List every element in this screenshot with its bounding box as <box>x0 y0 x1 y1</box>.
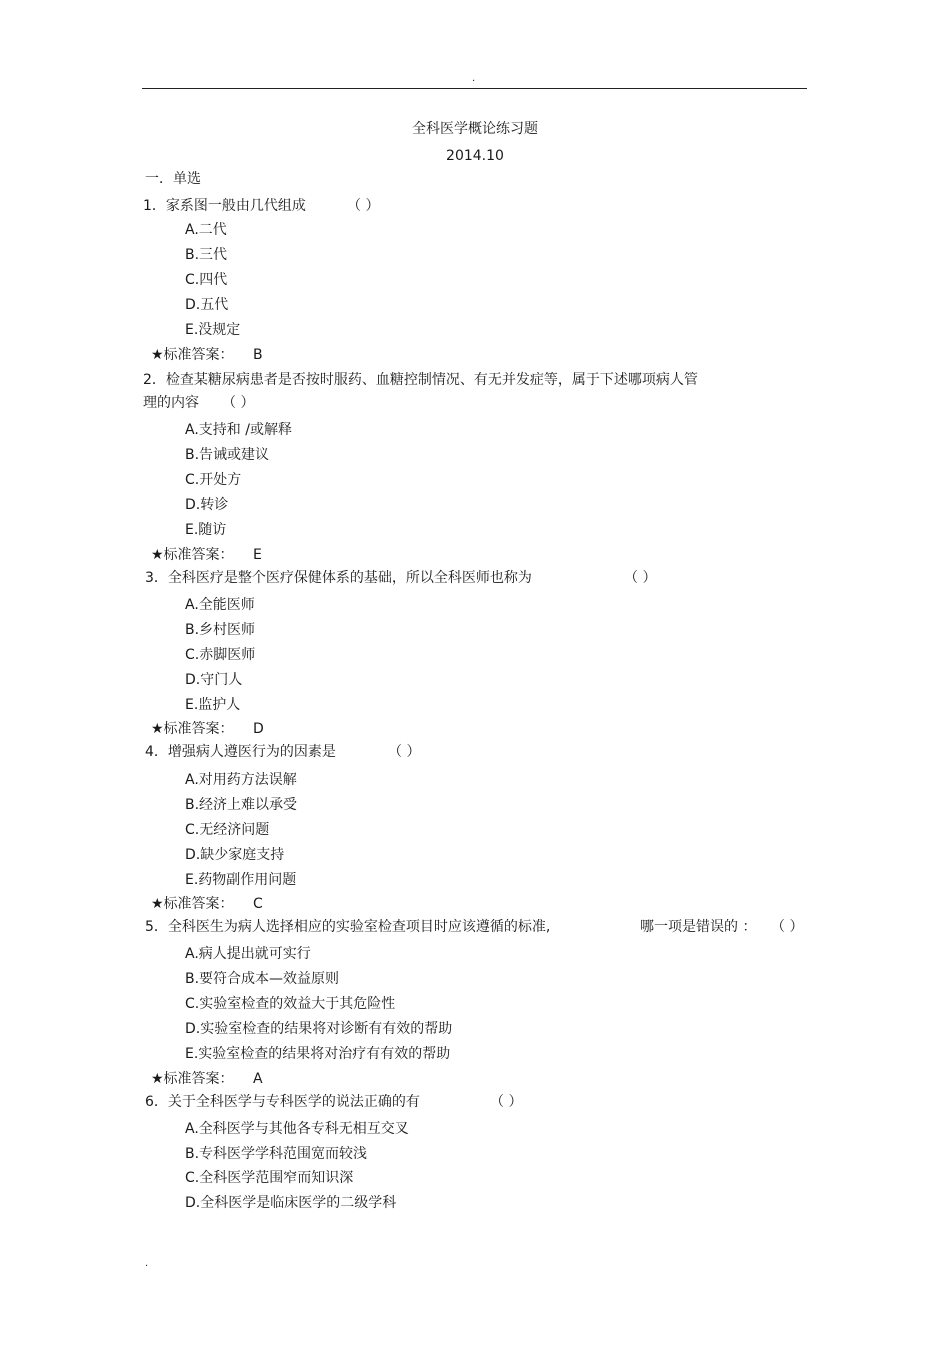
question-1-answer: B <box>253 347 263 363</box>
question-1-stem: 1．家系图一般由几代组成 <box>143 198 306 214</box>
question-3-option-c: C.赤脚医师 <box>185 647 256 663</box>
question-4-paren: （ ） <box>388 744 421 760</box>
question-2-option-d: D.转诊 <box>185 497 229 513</box>
page-date: 2014.10 <box>446 148 504 164</box>
question-4-stem: 4．增强病人遵医行为的因素是 <box>145 744 336 760</box>
question-3-option-e: E.监护人 <box>185 697 241 713</box>
question-5-option-e: E.实验室检查的结果将对治疗有有效的帮助 <box>185 1046 451 1062</box>
question-3-option-a: A.全能医师 <box>185 597 255 613</box>
question-6-option-d: D.全科医学是临床医学的二级学科 <box>185 1195 397 1211</box>
question-1-option-c: C.四代 <box>185 272 228 288</box>
question-1-option-d: D.五代 <box>185 297 229 313</box>
question-2-answer-label: ★标准答案： <box>151 547 234 563</box>
question-2-answer: E <box>253 547 262 563</box>
question-5-answer-label: ★标准答案： <box>151 1071 234 1087</box>
question-1-paren: （ ） <box>347 198 380 214</box>
question-3-answer-label: ★标准答案： <box>151 721 234 737</box>
question-5-stem-tail: 哪一项是错误的 ： <box>640 919 757 935</box>
question-6-stem: 6．关于全科医学与专科医学的说法正确的有 <box>145 1094 420 1110</box>
header-mark: . <box>472 73 476 84</box>
question-4-option-d: D.缺少家庭支持 <box>185 847 285 863</box>
question-4-answer-label: ★标准答案： <box>151 896 234 912</box>
question-3-option-b: B.乡村医师 <box>185 622 256 638</box>
question-6-option-c: C.全科医学范围窄而知识深 <box>185 1170 354 1186</box>
question-4-answer: C <box>253 896 263 912</box>
question-5-option-a: A.病人提出就可实行 <box>185 946 311 962</box>
question-6-option-a: A.全科医学与其他各专科无相互交叉 <box>185 1121 409 1137</box>
question-6-option-b: B.专科医学学科范围宽而较浅 <box>185 1146 368 1162</box>
question-3-stem: 3．全科医疗是整个医疗保健体系的基础，所以全科医师也称为 <box>145 570 532 586</box>
question-4-option-c: C.无经济问题 <box>185 822 270 838</box>
question-5-stem: 5．全科医生为病人选择相应的实验室检查项目时应该遵循的标准, <box>145 919 551 935</box>
question-4-option-b: B.经济上难以承受 <box>185 797 298 813</box>
question-1-option-a: A.二代 <box>185 222 227 238</box>
question-6-paren: （ ） <box>490 1094 523 1110</box>
page-title: 全科医学概论练习题 <box>412 121 538 137</box>
question-1-option-b: B.三代 <box>185 247 228 263</box>
question-2-stem-cont: 理的内容 <box>143 395 199 411</box>
footer-mark: . <box>145 1258 149 1269</box>
question-2-stem: 2．检查某糖尿病患者是否按时服药、血糖控制情况、有无并发症等，属于下述哪项病人管 <box>143 372 698 388</box>
section-heading: 一．单选 <box>145 171 201 187</box>
question-1-answer-label: ★标准答案： <box>151 347 234 363</box>
question-5-answer: A <box>253 1071 263 1087</box>
question-5-option-b: B.要符合成本—效益原则 <box>185 971 340 987</box>
question-3-option-d: D.守门人 <box>185 672 243 688</box>
question-5-paren: （ ） <box>771 919 804 935</box>
question-2-option-b: B.告诫或建议 <box>185 447 270 463</box>
question-4-option-a: A.对用药方法误解 <box>185 772 297 788</box>
question-1-option-e: E.没规定 <box>185 322 241 338</box>
question-2-paren: （ ） <box>222 395 255 411</box>
header-rule <box>142 88 807 89</box>
question-4-option-e: E.药物副作用问题 <box>185 872 297 888</box>
question-2-option-e: E.随访 <box>185 522 227 538</box>
question-2-option-a: A.支持和 /或解释 <box>185 422 292 438</box>
question-5-option-d: D.实验室检查的结果将对诊断有有效的帮助 <box>185 1021 453 1037</box>
question-3-paren: （ ） <box>624 570 657 586</box>
question-5-option-c: C.实验室检查的效益大于其危险性 <box>185 996 396 1012</box>
question-2-option-c: C.开处方 <box>185 472 242 488</box>
question-3-answer: D <box>253 721 264 737</box>
